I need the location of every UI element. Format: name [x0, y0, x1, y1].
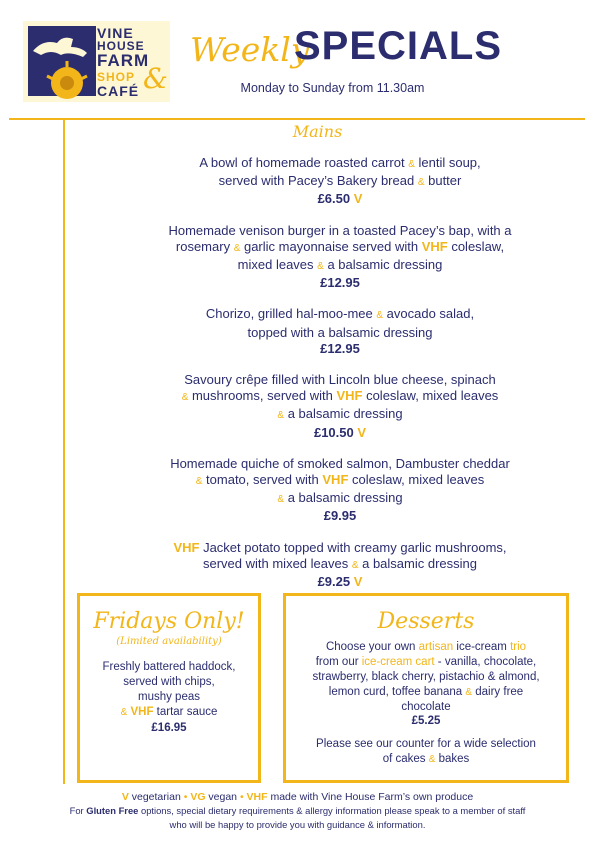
dish-line: Chorizo, grilled hal-moo-mee & avocado salad, [205, 306, 475, 322]
dish-line: Savoury crêpe filled with Lincoln blue cheese, spinach [184, 372, 496, 388]
dish-savoury-crepe [80, 372, 595, 441]
logo-text-house: HOUSE [97, 39, 145, 53]
desserts-box [283, 593, 569, 783]
vegetarian-tag: V [353, 574, 363, 590]
opening-hours: Monday to Sunday from 11.30am [240, 81, 425, 95]
dish-line: VHF Jacket potato topped with creamy garlic mushrooms, [173, 539, 507, 555]
desserts-price: £5.25 [411, 715, 441, 727]
mains-heading: Mains [292, 122, 343, 141]
dish-line: Homemade venison burger in a toasted Pacey’s bap, with a [168, 222, 512, 238]
dish-price: £9.25 V [317, 574, 363, 590]
title-weekly: Weekly [190, 30, 310, 69]
logo-text-farm: FARM [97, 51, 150, 70]
dish-soup [80, 155, 595, 208]
logo-text-shop: SHOP [97, 70, 136, 84]
dish-price: £12.95 [320, 340, 360, 356]
desserts-heading: Desserts [377, 609, 475, 634]
dish-line: mixed leaves & a balsamic dressing [237, 257, 443, 273]
vertical-divider [63, 118, 65, 784]
dish-jacket-potato [80, 540, 595, 591]
dish-line: served with Pacey’s Bakery bread & butter [218, 173, 462, 189]
horizontal-divider [9, 118, 585, 120]
dish-line: served with mixed leaves & a balsamic dressing [202, 555, 477, 571]
title-specials: SPECIALS [294, 24, 503, 68]
dish-price: £12.95 [320, 275, 360, 291]
vegetarian-tag: V [353, 191, 363, 207]
fridays-description: Freshly battered haddock, served with chips, mushy peas & VHF tartar sauce [102, 661, 236, 718]
vegetarian-tag: V [357, 424, 367, 440]
dish-line: & mushrooms, served with VHF coleslaw, mixed leaves [181, 388, 499, 404]
dish-line: & tomato, served with VHF coleslaw, mixed leaves [195, 472, 485, 488]
fridays-price: £16.95 [151, 722, 187, 734]
logo-ampersand: & [143, 62, 169, 95]
dish-price: £9.95 [323, 508, 357, 524]
dietary-legend: V vegetarian • VG vegan • VHF made with Vine House Farm’s own produce [121, 791, 474, 803]
dish-line: & a balsamic dressing [277, 406, 403, 422]
fridays-only-box [77, 593, 261, 783]
dish-price: £10.50 V [313, 424, 367, 440]
dish-line: & a balsamic dressing [277, 490, 403, 506]
logo-text-cafe: CAFÉ [97, 83, 140, 99]
mains-list [80, 155, 595, 605]
cakes-note: Please see our counter for a wide selection of cakes & bakes [316, 738, 536, 765]
dish-quiche [80, 456, 595, 525]
fridays-availability: (Limited availability) [116, 636, 222, 647]
fridays-heading: Fridays Only! [93, 609, 245, 634]
desserts-description: Choose your own artisan ice-cream trio from our ice-cream cart - vanilla, chocolate, strawberry, black cherry, pistachio & almond, lemon curd, toffee banana & dairy free chocolate [312, 641, 540, 713]
dish-venison-burger [80, 223, 595, 292]
logo-text-vine: VINE [97, 25, 134, 41]
dish-line: A bowl of homemade roasted carrot & lentil soup, [199, 155, 481, 170]
dish-line: rosemary & garlic mayonnaise served with VHF coleslaw, [175, 238, 505, 254]
dish-chorizo-salad [80, 306, 595, 357]
allergy-footnote: For Gluten Free options, special dietary requirements & allergy information please speak to a member of staff who will be happy to provide you with guidance & information. [69, 805, 526, 830]
dish-line: topped with a balsamic dressing [247, 324, 433, 340]
dish-line: Homemade quiche of smoked salmon, Dambuster cheddar [170, 455, 510, 471]
dish-price: £6.50 V [317, 191, 363, 207]
